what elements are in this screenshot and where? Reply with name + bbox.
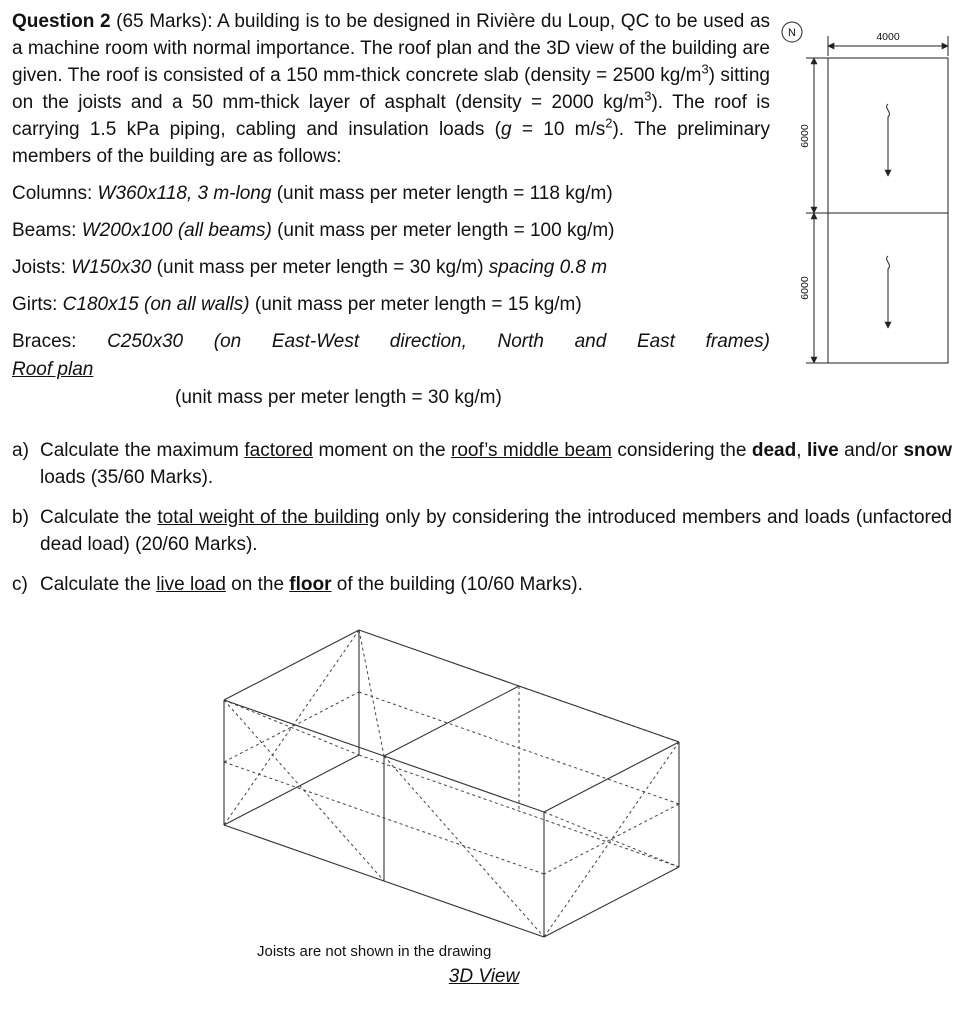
north-symbol-icon bbox=[782, 22, 802, 42]
part-c bbox=[12, 571, 952, 598]
part-b-marker: b) bbox=[12, 507, 29, 528]
dimension-6000-bottom bbox=[799, 213, 828, 363]
dim-4000-label: 4000 bbox=[876, 31, 900, 43]
member-joists: Joists: W150x30 (unit mass per meter length = 30 kg/m) spacing 0.8 m bbox=[12, 257, 608, 278]
dim-6000-top-label: 6000 bbox=[799, 124, 811, 148]
north-label: N bbox=[788, 27, 796, 39]
member-beams: Beams: W200x100 (all beams) (unit mass per meter length = 100 kg/m) bbox=[12, 220, 615, 241]
part-b bbox=[12, 504, 952, 558]
columns bbox=[224, 630, 679, 937]
building-3d-figure bbox=[202, 618, 702, 963]
dimension-6000-top bbox=[799, 58, 828, 213]
brace-left-end bbox=[224, 630, 359, 825]
member-braces: Braces: C250x30 (on East-West direction, North and East frames) bbox=[12, 331, 770, 352]
brace-right-end bbox=[544, 742, 679, 937]
member-girts: Girts: C180x15 (on all walls) (unit mass per meter length = 15 kg/m) bbox=[12, 294, 582, 315]
part-a-text: Calculate the maximum factored moment on the roof’s middle beam considering the dead, live and/or snow loads (35/60 Marks). bbox=[40, 440, 953, 488]
view-3d-label: 3D View bbox=[448, 966, 520, 987]
part-a bbox=[12, 437, 952, 491]
member-columns: Columns: W360x118, 3 m-long (unit mass per meter length = 118 kg/m) bbox=[12, 183, 613, 204]
drawing-caption: Joists are not shown in the drawing bbox=[257, 943, 492, 960]
girt-ring bbox=[224, 692, 679, 874]
base-edges bbox=[224, 755, 679, 937]
roof-edges bbox=[224, 630, 679, 812]
joist-direction-arrow-top bbox=[887, 104, 890, 176]
roof-plan-caption: Roof plan bbox=[12, 359, 94, 380]
dim-6000-bottom-label: 6000 bbox=[799, 276, 811, 300]
building-3d-drawing bbox=[202, 618, 702, 963]
joist-direction-arrow-bottom bbox=[887, 256, 890, 328]
part-b-text: Calculate the total weight of the building only by considering the introduced members and loads (unfactored dead load) (20/60 Marks). bbox=[40, 507, 952, 555]
part-c-marker: c) bbox=[12, 574, 28, 595]
roof-plan-figure bbox=[772, 6, 968, 383]
roof-plan-drawing bbox=[772, 6, 968, 378]
member-braces-continuation: (unit mass per meter length = 30 kg/m) bbox=[175, 387, 502, 408]
part-a-marker: a) bbox=[12, 440, 29, 461]
dimension-4000 bbox=[828, 31, 948, 56]
part-c-text: Calculate the live load on the floor of the building (10/60 Marks). bbox=[40, 574, 583, 595]
question-paragraph: Question 2 (65 Marks): A building is to be designed in Rivière du Loup, QC to be used as a machine room with normal importance. The roof plan and the 3D view of the building are given. The roof is consisted of a 150 mm-thick concrete slab (density = 2500 $kg/m^3$) sitting on the joists and a 50 mm-thick layer of asphalt (density = 2000 $kg/m^3$). The roof is carrying 1.5 kPa piping, cabling and insulation loads (g = 10 $m/s^2$). The preliminary members of the building are as follows: bbox=[12, 11, 771, 167]
hidden-edges bbox=[359, 686, 679, 867]
